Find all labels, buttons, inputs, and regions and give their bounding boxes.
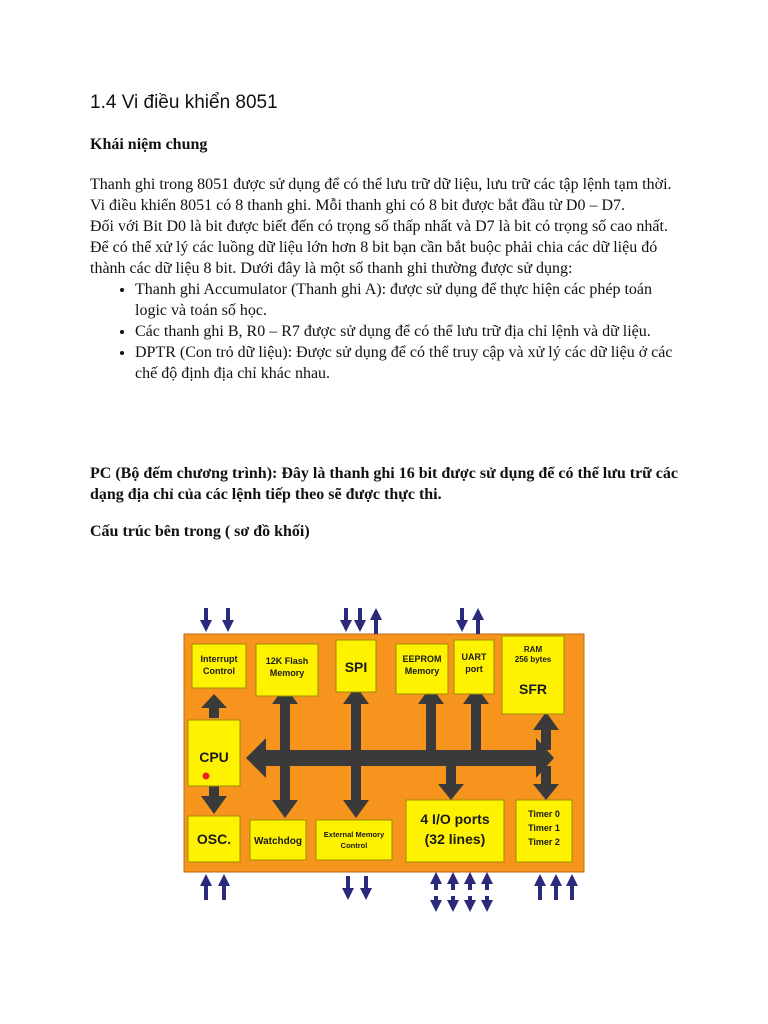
flash-label: 12K Flash — [265, 656, 309, 666]
paragraph-program-counter: PC (Bộ đếm chương trình): Đây là thanh ghi 16 bit được sử dụng để có thể lưu trữ các dạng địa chỉ của các lệnh tiếp theo sẽ được thực thi. — [90, 465, 678, 503]
io-ports-label: 4 I/O ports — [420, 811, 490, 827]
extmem-label-2: Control — [340, 841, 368, 850]
list-item: • Các thanh ghi B, R0 – R7 được sử dụng để có thể lưu trữ địa chỉ lệnh và dữ liệu. — [135, 321, 680, 342]
ram-size-label: 256 bytes — [514, 655, 552, 664]
paragraph-registers: Thanh ghi trong 8051 được sử dụng để có thể lưu trữ dữ liệu, lưu trữ các tập lệnh tạm thời. Vi điều khiển 8051 có 8 thanh ghi. Mỗi thanh ghi có 8 bit được bắt đầu từ D0 – D7. — [90, 176, 672, 214]
eeprom-label: EEPROM — [402, 654, 442, 664]
sfr-label: SFR — [519, 681, 547, 697]
uart-label-2: port — [465, 664, 483, 674]
ram-label: RAM — [523, 645, 543, 654]
timer1-label: Timer 1 — [528, 823, 560, 833]
spi-label: SPI — [344, 659, 368, 675]
register-list — [90, 279, 680, 384]
block-diagram — [176, 600, 592, 912]
io-lines-label: (32 lines) — [424, 831, 486, 847]
list-item: • DPTR (Con trỏ dữ liệu): Được sử dụng để có thể truy cập và xử lý các dữ liệu ở các chế độ định địa chỉ khác nhau. — [135, 342, 680, 384]
list-item: • Thanh ghi Accumulator (Thanh ghi A): được sử dụng để thực hiện các phép toán logic và toán số học. — [135, 279, 680, 321]
osc-label: OSC. — [196, 831, 232, 847]
extmem-label: External Memory — [323, 830, 385, 839]
interrupt-label-2: Control — [203, 666, 235, 676]
section-heading: 1.4 Vi điều khiển 8051 — [90, 92, 278, 113]
block-diagram-svg — [176, 600, 592, 912]
interrupt-label: Interrupt — [200, 654, 238, 664]
watchdog-label: Watchdog — [254, 836, 302, 847]
cursor-dot — [203, 773, 210, 780]
eeprom-label-2: Memory — [404, 666, 440, 676]
timer0-label: Timer 0 — [528, 809, 560, 819]
paragraph-bits: Đối với Bit D0 là bit được biết đến có trọng số thấp nhất và D7 là bit có trọng số cao nhất. Để có thể xử lý các luồng dữ liệu lớn hơn 8 bit bạn cần bắt buộc phải chia các dữ liệu đó thành các dữ liệu 8 bit. Dưới đây là một số thanh ghi thường được sử dụng: — [90, 218, 668, 277]
uart-label: UART — [461, 652, 487, 662]
timer2-label: Timer 2 — [528, 837, 560, 847]
subheading-general-concept: Khái niệm chung — [90, 136, 208, 153]
cpu-label: CPU — [199, 749, 229, 765]
subheading-block-diagram: Cấu trúc bên trong ( sơ đồ khối) — [90, 523, 310, 540]
external-memory-control-block — [316, 820, 392, 860]
flash-label-2: Memory — [269, 668, 305, 678]
body-text — [90, 174, 680, 384]
